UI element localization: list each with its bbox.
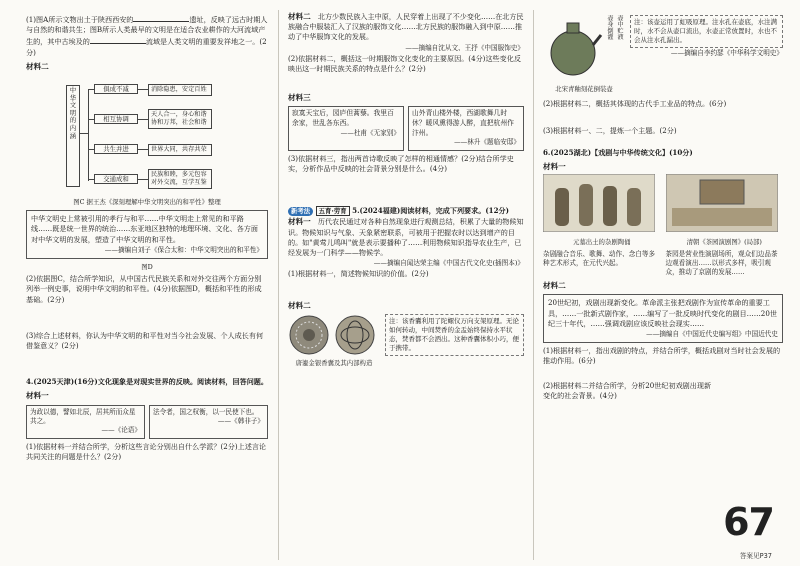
celadon-ewer-image (543, 15, 603, 79)
material-label: 材料二 (26, 61, 49, 71)
mind-leaf: 天人合一，身心和谐 协和万邦，社会和谐 (148, 109, 212, 129)
question-2: (2)依据材料二，概括这一时期服饰文化变化的主要原因。(4分)这些变化反映出这一时期民族关系的特点是什么？(2分) (288, 53, 521, 74)
mind-node: 交通成和 (94, 174, 138, 184)
quotation-box: 法令者，国之权衡，以一民使下也。 ——《韩非子》 (149, 405, 268, 439)
material-box: 20世纪初，戏剧出现新变化。革命派主张把戏剧作为宣传革命的重要工具，……一批新式剧作家，……编写了一批反映时代变化的剧目……20世纪三十年代，……强调戏剧应该反映社会现实…… ——摘编自《中国近代史编写组》中国近代史 (543, 294, 783, 343)
question-1-1: (1)图A所示文物出土于陕西西安的 遗址，反映了远古时期人与自然的和谐共生；图B所示人类最早的文明是在适合农业耕作的大河流域产生的，其中古埃及的 流域是人类文明的重要发祥地之一。(2分) (26, 15, 268, 57)
figure-caption: 图D (141, 263, 153, 272)
source-citation: ——摘编自闻达荣主编《中国古代文化史(插图本)》 (373, 259, 524, 268)
figure-caption: 图C 据王杰《深刻理解中华文明突出的和平性》整理 (73, 198, 221, 207)
question-3: (3)依据材料三，指出两首诗歌反映了怎样的相通情感？(2分)结合所学史实，分析作品中反映的社会背景分别是什么。(4分) (288, 153, 514, 173)
column-right (543, 12, 783, 560)
question-5-1: (1)根据材料一，简述物候知识的价值。(2分) (288, 269, 429, 279)
source-citation: ——摘编自沈从文、王抒《中国服饰史》 (405, 43, 524, 52)
page-number: 67 (723, 500, 774, 544)
poem-box: 山外青山楼外楼，西湖歌舞几时休？暖风熏得游人醉，直把杭州作汴州。 ——林升《题临安邸》 (408, 106, 524, 150)
column-divider (278, 10, 279, 560)
question-1-2: (2)依据图C，结合所学知识，从中国古代民族关系和对外交往两个方面分别列举一例史事，说明中华文明的和平性。(4分)依据图D，概括和平性的形成基础。(2分) (26, 274, 262, 304)
figure-note: 注：该壶运用了虹吸原理。注水孔在壶底，水注满时，水不会从壶口流出，水壶正常放置时，水也不会从注水孔漏出。 (630, 15, 783, 48)
poem-pair (288, 106, 524, 150)
mind-leaf: 民族和睦，多元包容 对外交流，互学互鉴 (148, 169, 212, 189)
poem-box: 寂寞天宝后，园庐但蒿藜。我里百余家，世乱各东西。 ——杜甫《无家别》 (288, 106, 404, 150)
material-box: 中华文明史上常被引用的孝行与和平……中华文明走上常见的和平路线……既是统一世界的统治……东亚地区独特的地理环境、文化、各方面对中华文明的发展，塑造了中华文明的和平性。 ——摘编自刘子《保合太和：中华文明突出的和平性》 (26, 210, 268, 259)
column-middle (288, 12, 524, 560)
image-pair: 元墓出土的杂剧陶俑 杂剧融合音乐、歌舞、动作、念白等多种艺术形式，在元代兴起。 清朝《茶园演剧图》(局部) 茶园是营业性演剧场所，观众们边品茶边观看演出……以形式多样，吸引观众，推动了京剧的发展…… (543, 174, 783, 277)
tea-garden-theatre-image (666, 174, 778, 232)
tag-new-method: 新考法 (288, 207, 313, 216)
question-6-1: (1)根据材料一，指出戏剧的特点，并结合所学，概括戏剧对当时社会发展的推动作用。(6分) (543, 346, 781, 366)
vertical-label: 壶身倒灌 (606, 15, 613, 40)
material-label: 材料一 (26, 391, 49, 401)
material-label: 材料二 (543, 281, 566, 291)
incense-ball-structure-image (334, 314, 376, 356)
quotation-box: 为政以德，譬如北辰，居其所而众星共之。 ——《论语》 (26, 405, 145, 439)
answer-reference: 答案见P37 (739, 552, 772, 560)
yuan-figurines-image (543, 174, 655, 232)
question-3: (3)根据材料一、二，提炼一个主题。(2分) (543, 125, 677, 135)
mind-node: 俱成不减 (94, 84, 138, 94)
mind-node: 共生并进 (94, 144, 138, 154)
material-text: 材料二 北方少数民族入主中原，人民穿着上出现了不少变化……在北方民族融合中服装汇入了汉族的服饰文化……北方民族的服饰融入到中原……推动了中华服饰文化的发展。 (288, 12, 524, 42)
question-5-header: 新考法 五育·劳育 5.(2024福建)阅读材料，完成下列要求。(12分) (288, 206, 524, 216)
tag-theme: 五育·劳育 (316, 206, 350, 216)
question-6-header: 6.(2025湖北)【戏剧与中华传统文化】(10分) (543, 147, 693, 157)
mind-leaf: 消除隐患，安定百姓 (148, 84, 212, 96)
material-label: 材料一 (543, 162, 566, 172)
question-2: (2)根据材料二，概括其体现的古代手工业品的特点。(6分) (543, 99, 727, 109)
mind-leaf: 世界大同，共存共荣 (148, 144, 212, 156)
mind-node: 相互协调 (94, 114, 138, 124)
material-text: 材料一 历代农民通过对各种自然现象进行观测总结，积累了大量的物候知识。物候知识与气象、天象紧密联系，可被用于把握农时以达到增产的目的。如"黄莺儿鸣叫"就是表示要播种了……利用物候知识指导农业生产，已经发展为一门科学——物候学。 (288, 217, 524, 258)
column-left (26, 12, 268, 560)
quotation-pair (26, 405, 268, 439)
question-4-1: (1)依据材料一并结合所学，分析这些言论分别出自什么学派？(2分)上述言论共同关注的问题是什么？(2分) (26, 441, 267, 462)
question-6-2: (2)根据材料二并结合所学，分析20世纪初戏剧出现新变化的社会背景。(4分) (543, 380, 712, 400)
mind-root: 中华文明的内涵 (66, 85, 80, 187)
material-label: 材料三 (288, 93, 311, 103)
column-divider (533, 10, 534, 560)
figure-note: 注：该香囊利用了陀螺仪万向支架原理。无论如何转动，中间焚香的金盂始终保持水平状态，焚香都不会洒出。这种香囊体积小巧，便于携带。 (385, 314, 524, 356)
mind-map (26, 75, 268, 195)
material-label: 材料二 (288, 300, 311, 310)
vertical-label: 壶中贮液 (616, 15, 623, 40)
figure-with-note: 壶身倒灌 壶中贮液 北宋青釉刻花倒装壶 注：该壶运用了虹吸原理。注水孔在壶底，水注满时，水不会从壶口流出，水壶正常放置时，水也不会从注水孔漏出。 ——摘编自李约瑟《中华科学文明史》 (543, 15, 783, 96)
question-1-3: (3)综合上述材料，你认为中华文明的和平性对当今社会发展、个人成长有何借鉴意义？(2分) (26, 330, 264, 351)
question-4-header: 4.(2025天津)(16分)文化现象是对现实世界的反映。阅读材料，回答问题。 (26, 377, 268, 387)
incense-ball-image (288, 314, 330, 356)
figure-with-note: 唐鎏金银香囊及其内部构造 注：该香囊利用了陀螺仪万向支架原理。无论如何转动，中间焚香的金盂始终保持水平状态，焚香都不会洒出。这种香囊体积小巧，便于携带。 (288, 314, 524, 370)
